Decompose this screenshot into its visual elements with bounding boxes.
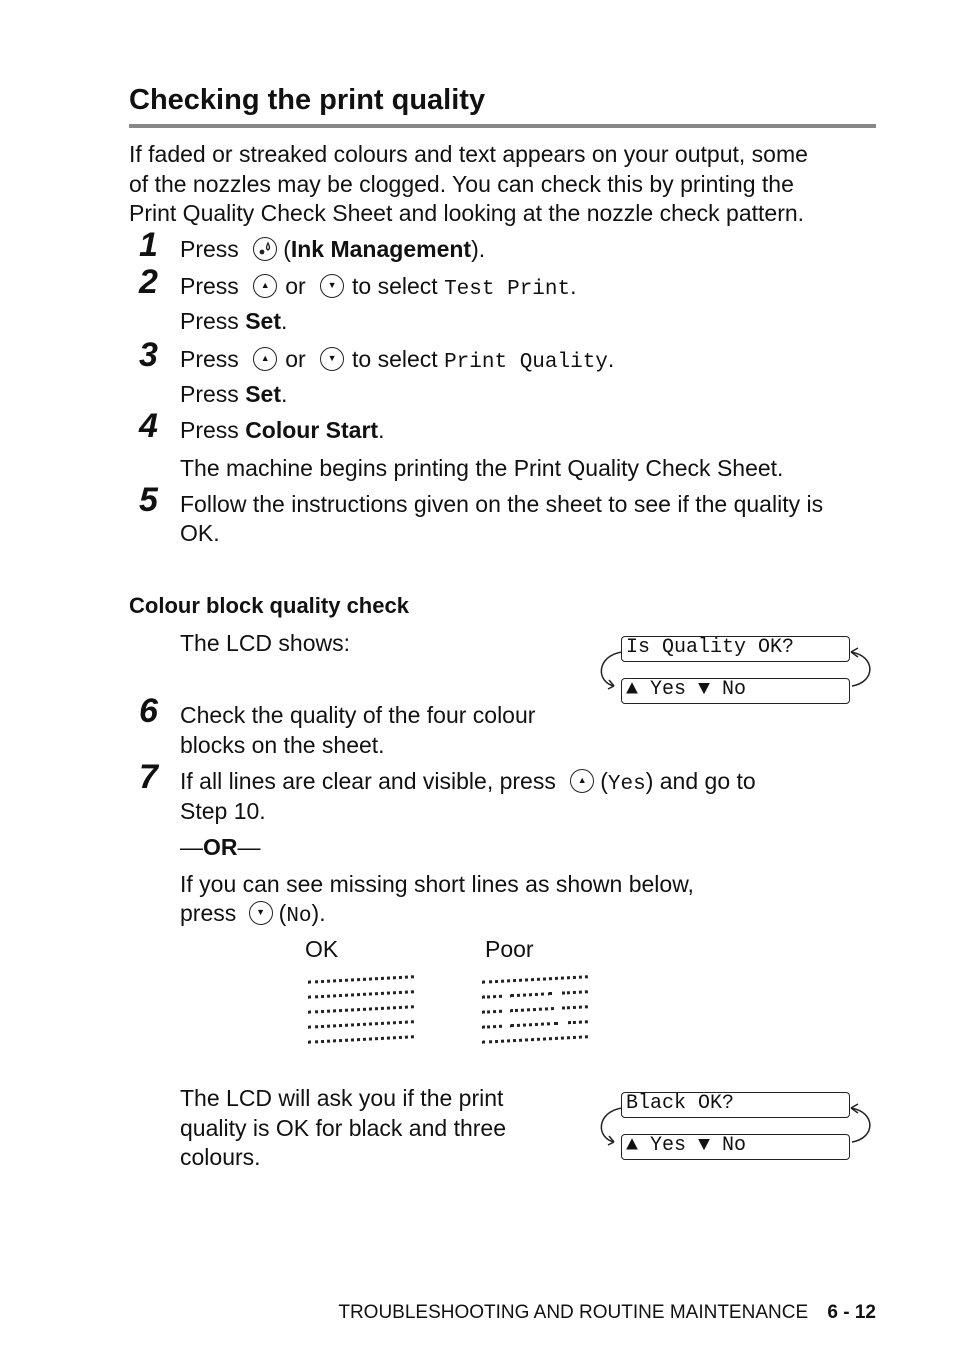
step-6-line-1: Check the quality of the four colour [180, 702, 536, 728]
step-1-press: Press [180, 236, 239, 262]
pattern-line [482, 1035, 588, 1044]
up-arrow-button-icon: ▲ [570, 769, 594, 793]
step-number-4: 4 [139, 407, 158, 445]
step-2-press-set [180, 306, 287, 336]
set-label: Set [245, 308, 281, 334]
down-arrow-button-icon: ▼ [320, 274, 344, 298]
yes-open: ( [600, 768, 608, 794]
step-2-press: Press [180, 273, 239, 299]
print-quality-value: Print Quality [444, 351, 608, 374]
subheading: Colour block quality check [129, 593, 409, 618]
step-3-press2: Press [180, 381, 239, 407]
pattern-line-broken [482, 1005, 588, 1015]
or-dash-right: — [237, 834, 261, 860]
pattern-line-broken [482, 990, 588, 1000]
step-7-line-2: Step 10. [180, 798, 266, 824]
step-number-5: 5 [139, 481, 158, 519]
lcd-ask-line-2: quality is OK for black and three [180, 1115, 506, 1141]
step-number-1: 1 [139, 226, 158, 264]
step-1-close: ). [471, 236, 486, 262]
step-2 [180, 271, 577, 305]
lcd-shows-text: The LCD shows: [180, 630, 351, 656]
step-2-to-select: to select [352, 273, 438, 299]
step-number-7: 7 [139, 758, 158, 796]
pattern-line [308, 1035, 414, 1044]
step-7-press: press [180, 900, 237, 926]
ok-label: OK [305, 936, 339, 962]
no-close: ). [311, 900, 326, 926]
step-7-line-1 [180, 766, 756, 800]
step-1-open: ( [283, 236, 291, 262]
up-arrow-button-icon: ▲ [253, 347, 277, 371]
step-3-to-select: to select [352, 346, 438, 372]
step-7-missing-line: If you can see missing short lines as shown below, [180, 871, 694, 897]
step-number-6: 6 [139, 692, 158, 730]
poor-nozzle-pattern [482, 968, 590, 1050]
step-4-period: . [378, 417, 385, 443]
step-5-line-1: Follow the instructions given on the sheet to see if the quality is [180, 491, 824, 517]
test-print-value: Test Print [444, 278, 571, 301]
yes-value: Yes [607, 773, 646, 796]
step-number-2: 2 [139, 263, 158, 301]
page-number: 6 - 12 [827, 1302, 876, 1323]
footer [300, 1301, 876, 1325]
colour-start-label: Colour Start [245, 417, 379, 443]
no-value: No [286, 905, 312, 928]
step-7-press-no [180, 898, 326, 932]
step-2-or: or [285, 273, 306, 299]
down-arrow-button-icon: ▼ [249, 901, 273, 925]
step-4 [180, 415, 384, 445]
pattern-line [308, 1020, 414, 1029]
step-7-text-b: ) and go to [645, 768, 756, 794]
step-3-press: Press [180, 346, 239, 372]
intro-line-3: Print Quality Check Sheet and looking at the nozzle check pattern. [129, 200, 805, 226]
step-2-press2: Press [180, 308, 239, 334]
intro-line-1: If faded or streaked colours and text appears on your output, some [129, 141, 808, 167]
poor-label: Poor [485, 936, 534, 962]
step-2-period2: . [280, 308, 288, 334]
ok-nozzle-pattern [308, 968, 416, 1050]
step-6-line-2: blocks on the sheet. [180, 732, 385, 758]
lcd-line-1: Is Quality OK? [621, 636, 850, 662]
lcd-ask-line-3: colours. [180, 1144, 261, 1170]
step-2-period: . [570, 273, 577, 299]
lcd-line-1: Black OK? [621, 1092, 850, 1118]
pattern-line-broken [482, 1020, 588, 1030]
pattern-line [308, 975, 414, 984]
step-number-3: 3 [139, 336, 158, 374]
lcd-line-2: ▲ Yes ▼ No [621, 1134, 850, 1160]
step-7-text-a: If all lines are clear and visible, press [180, 768, 556, 794]
step-3-period2: . [280, 381, 288, 407]
pattern-line [308, 990, 414, 999]
or-dash-left: — [180, 834, 203, 860]
set-label: Set [245, 381, 281, 407]
heading-rule [129, 124, 876, 128]
lcd-display-quality [596, 634, 876, 706]
or-label: OR [203, 834, 238, 860]
intro-line-2: of the nozzles may be clogged. You can check this by printing the [129, 171, 794, 197]
up-arrow-button-icon: ▲ [253, 274, 277, 298]
lcd-ask-line-1: The LCD will ask you if the print [180, 1085, 504, 1111]
step-3-period: . [607, 346, 615, 372]
step-3-or: or [285, 346, 306, 372]
step-1 [180, 234, 485, 264]
no-open: ( [278, 900, 287, 926]
page-title: Checking the print quality [129, 84, 486, 116]
or-separator [180, 832, 261, 862]
lcd-line-2: ▲ Yes ▼ No [621, 678, 850, 704]
ink-management-icon [253, 237, 277, 261]
ink-management-label: Ink Management [290, 236, 472, 262]
step-3-press-set [180, 379, 287, 409]
footer-section: TROUBLESHOOTING AND ROUTINE MAINTENANCE [338, 1302, 809, 1323]
lcd-display-black [596, 1090, 876, 1162]
step-5-line-2: OK. [180, 520, 220, 546]
step-4-press: Press [180, 417, 239, 443]
pattern-line [308, 1005, 414, 1014]
step-4-note: The machine begins printing the Print Quality Check Sheet. [180, 455, 784, 481]
pattern-line [482, 975, 588, 984]
down-arrow-button-icon: ▼ [320, 347, 344, 371]
step-3 [180, 344, 614, 378]
